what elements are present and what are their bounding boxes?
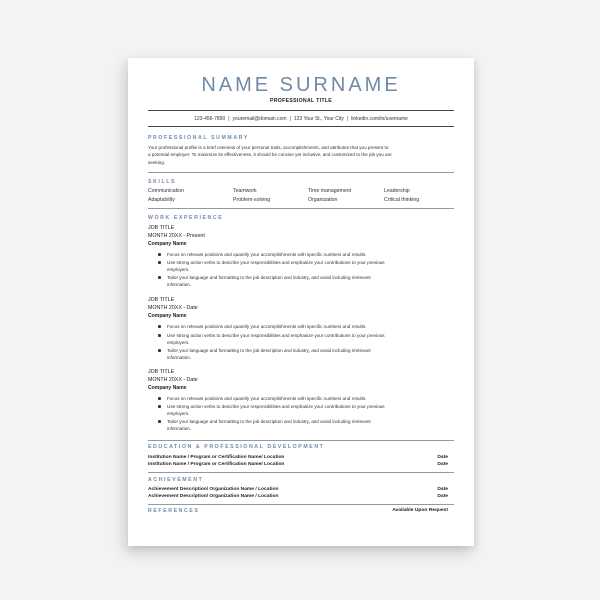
- bullet-line: information.: [167, 426, 192, 432]
- divider: [148, 208, 454, 209]
- bullet-icon: [158, 253, 161, 256]
- bullet-icon: [158, 397, 161, 400]
- linkedin: linkedin.com/in/username: [351, 116, 408, 122]
- company-name: Company Name: [148, 241, 187, 247]
- job-bullet: [167, 259, 448, 274]
- education-row: [148, 462, 448, 467]
- company-name: Company Name: [148, 313, 187, 319]
- divider: [148, 172, 454, 173]
- bullet-icon: [158, 276, 161, 279]
- education-row: [148, 455, 448, 460]
- achievement-row: [148, 487, 448, 492]
- job-bullet: [167, 395, 448, 402]
- achievement-heading: ACHIEVEMENT: [148, 477, 204, 483]
- bullet-icon: [158, 334, 161, 337]
- summary-line: a potential employer. To maximize its effectiveness, it should be concise yet inclusive, and customized to the job you are: [148, 152, 392, 158]
- achievement-entry: Achievement Description/ Organization Name / Location: [148, 487, 279, 492]
- skill-item: Organization: [308, 197, 338, 203]
- skill-item: Communication: [148, 188, 185, 194]
- achievement-date: Date: [437, 494, 448, 499]
- job-title: JOB TITLE: [148, 225, 175, 231]
- bullet-line: employers.: [167, 340, 190, 346]
- job-bullet: [167, 323, 448, 330]
- job-bullet: [167, 347, 448, 362]
- job-bullet: [167, 332, 448, 347]
- divider: [148, 440, 454, 441]
- bullet-line: Focus on relevant positions and quantify your accomplishments with specific numbers and results.: [167, 396, 367, 401]
- bullet-icon: [158, 325, 161, 328]
- achievement-entry: Achievement Description/ Organization Name / Location: [148, 494, 279, 499]
- bullet-line: Tailor your language and formatting to the job description and industry, and avoid including irrelevant: [167, 419, 371, 424]
- education-entry: Institution Name / Program or Certification Name/ Location: [148, 462, 285, 467]
- bullet-line: Use strong action verbs to describe your responsibilities and emphasize your contributions to your previous: [167, 333, 385, 338]
- references-value: Available Upon Request: [392, 508, 448, 513]
- education-date: Date: [437, 455, 448, 460]
- job-title: JOB TITLE: [148, 297, 175, 303]
- phone: 123-456-7890: [194, 116, 226, 122]
- job-dates: MONTH 20XX - Date: [148, 377, 198, 383]
- divider: [148, 504, 454, 505]
- bullet-line: information.: [167, 355, 192, 361]
- header-rule-bottom: [148, 126, 454, 127]
- summary-line: Your professional profile is a brief overview of your personal traits, accomplishments, and attributes that you present to: [148, 145, 389, 150]
- resume-name: NAME SURNAME: [201, 74, 401, 96]
- skill-item: Leadership: [384, 188, 410, 194]
- references-heading: REFERENCES: [148, 508, 200, 514]
- bullet-icon: [158, 420, 161, 423]
- email: youremail@domain.com: [232, 116, 287, 122]
- bullet-line: Use strong action verbs to describe your responsibilities and emphasize your contributions to your previous: [167, 404, 385, 409]
- experience-heading: WORK EXPERIENCE: [148, 215, 224, 221]
- bullet-icon: [158, 349, 161, 352]
- skill-item: Time management: [308, 188, 352, 194]
- professional-title: PROFESSIONAL TITLE: [269, 98, 333, 104]
- bullet-line: Use strong action verbs to describe your responsibilities and emphasize your contributions to your previous: [167, 260, 385, 265]
- bullet-line: employers.: [167, 411, 190, 417]
- summary-line: seeking.: [148, 159, 166, 165]
- job-title: JOB TITLE: [148, 369, 175, 375]
- skills-heading: SKILLS: [148, 179, 177, 185]
- bullet-icon: [158, 405, 161, 408]
- bullet-line: Tailor your language and formatting to the job description and industry, and avoid including irrelevant: [167, 348, 371, 353]
- resume-page: [128, 58, 474, 546]
- achievement-row: [148, 494, 448, 499]
- job-bullet: [167, 274, 448, 289]
- header-rule-top: [148, 110, 454, 111]
- job-bullet: [167, 403, 448, 418]
- education-date: Date: [437, 462, 448, 467]
- bullet-line: employers.: [167, 267, 190, 273]
- skill-item: Adaptability: [148, 197, 175, 203]
- bullet-icon: [158, 261, 161, 264]
- bullet-line: Focus on relevant positions and quantify your accomplishments with specific numbers and results.: [167, 252, 367, 257]
- job-bullet: [167, 418, 448, 433]
- bullet-line: Tailor your language and formatting to the job description and industry, and avoid including irrelevant: [167, 275, 371, 280]
- job-bullet: [167, 251, 448, 258]
- education-heading: EDUCATION & PROFESSIONAL DEVELOPMENT: [148, 444, 325, 450]
- bullet-line: Focus on relevant positions and quantify your accomplishments with specific numbers and results.: [167, 324, 367, 329]
- job-dates: MONTH 20XX - Present: [148, 233, 205, 239]
- contact-line: 123-456-7890 | youremail@domain.com | 123 Your St., Your City | linkedin.com/in/username: [194, 116, 408, 122]
- achievement-date: Date: [437, 487, 448, 492]
- divider: [148, 472, 454, 473]
- company-name: Company Name: [148, 385, 187, 391]
- summary-text: [148, 144, 448, 166]
- skill-item: Teamwork: [233, 188, 257, 194]
- summary-heading: PROFESSIONAL SUMMARY: [148, 135, 249, 141]
- job-dates: MONTH 20XX - Date: [148, 305, 198, 311]
- bullet-line: information.: [167, 282, 192, 288]
- skill-item: Problem-solving: [233, 197, 271, 203]
- skill-item: Critical thinking: [384, 197, 420, 203]
- address: 123 Your St., Your City: [293, 116, 344, 122]
- education-entry: Institution Name / Program or Certification Name/ Location: [148, 455, 285, 460]
